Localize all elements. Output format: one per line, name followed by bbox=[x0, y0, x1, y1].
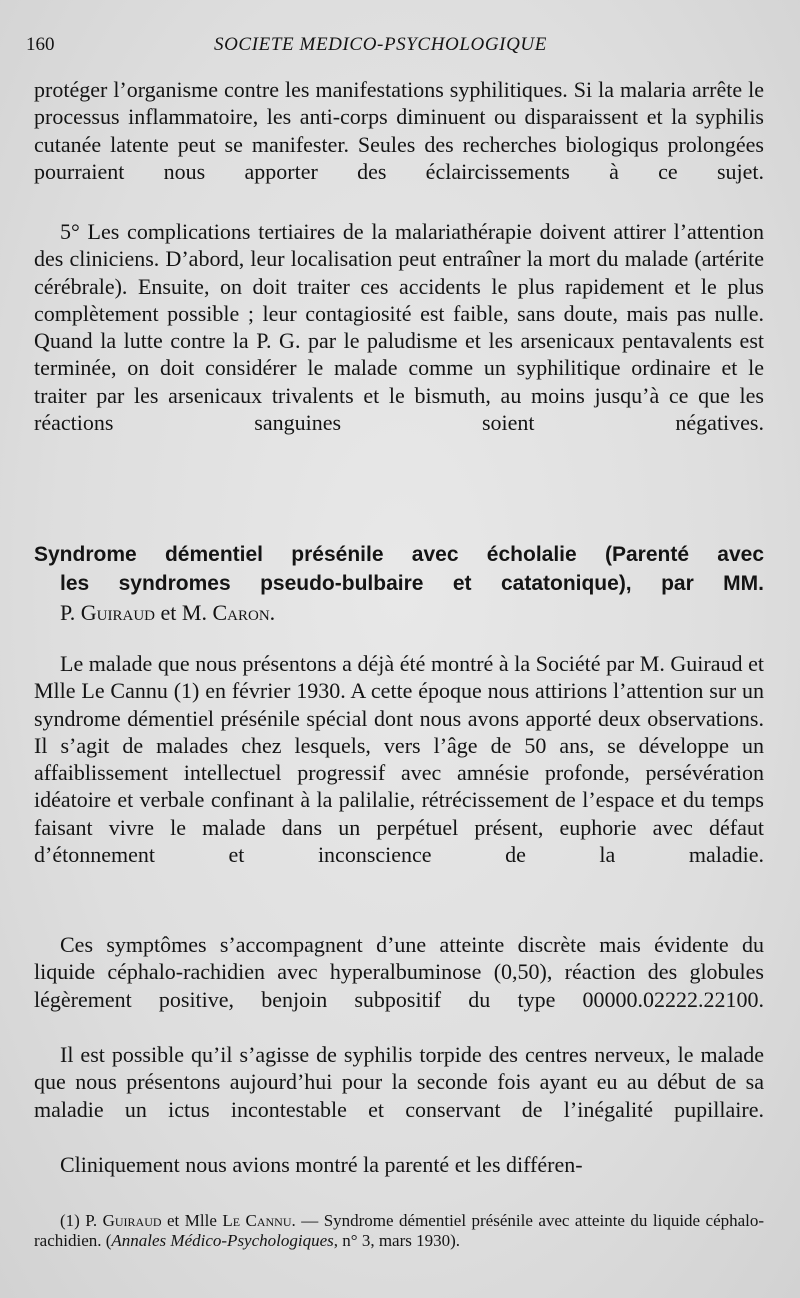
section1-paragraph-1: protéger l’organisme contre les manifestations syphilitiques. Si la malaria arrête le processus inflammatoire, les anti-corps diminuent ou disparaissent et la syphilis cutanée latente peut se manifester. Seules des recherches biologiqus prolongées pourraient nous apporter des éclaircissements à ce sujet. bbox=[34, 77, 764, 184]
author-1-name: Guiraud bbox=[80, 600, 156, 625]
footnote bbox=[34, 1211, 764, 1250]
authors-end: . bbox=[269, 600, 276, 625]
footnote-author-a: Guiraud bbox=[102, 1211, 162, 1230]
footnote-author-b: Le Cannu bbox=[222, 1211, 292, 1230]
article-authors bbox=[34, 598, 764, 628]
article-paragraph-3: Il est possible qu’il s’agisse de syphilis torpide des centres nerveux, le malade que nous présentons aujourd’hui pour la seconde fois ayant eu au début de sa maladie un ictus incontestable et conservant de l’inégalité pupillaire. bbox=[34, 1042, 764, 1122]
footnote-journal: Annales Médico-Psychologiques bbox=[111, 1230, 334, 1250]
journal-title: SOCIETE MEDICO-PSYCHOLOGIQUE bbox=[214, 34, 547, 55]
section1-paragraph-2: 5° Les complications tertiaires de la malariathérapie doivent attirer l’attention des cliniciens. D’abord, leur localisation peut entraîner la mort du malade (artérite cérébrale). Ensuite, on doit traiter ces accidents le plus rapidement et le plus complètement possible ; leur contagiosité est faible, sans doute, mais pas nulle. Quand la lutte contre la P. G. par le paludisme et les arsenicaux pentavalents est terminée, on doit considérer le malade comme un syphilitique ordinaire et le traiter par les arsenicaux trivalents et le bismuth, au moins jusqu’à ce que les réactions sanguines soient négatives. bbox=[34, 219, 764, 436]
footnote-join: et bbox=[167, 1211, 180, 1230]
article-title-line-2: les syndromes pseudo-bulbaire et catatonique), par MM. bbox=[60, 572, 764, 595]
article-paragraph-4: Cliniquement nous avions montré la parenté et les différen- bbox=[60, 1152, 583, 1177]
author-1-initial: P. bbox=[60, 600, 76, 625]
page-number: 160 bbox=[26, 34, 55, 55]
author-2-initial: M. bbox=[181, 600, 207, 625]
article-title bbox=[34, 540, 764, 628]
authors-join: et bbox=[160, 600, 177, 625]
article-paragraph-1: Le malade que nous présentons a déjà été montré à la Société par M. Guiraud et Mlle Le Cannu (1) en février 1930. A cette époque nous attirions l’attention sur un syndrome démentiel présénile spécial dont nous avons apporté deux observations. Il s’agit de malades chez lesquels, vers l’âge de 50 ans, se développe un affaiblissement intellectuel progressif avec amnésie profonde, persévération idéatoire et verbale confinant à la palilalie, rétrécissement de l’espace et du temps faisant vivre le malade dans un perpétuel présent, euphorie avec défaut d’étonnement et inconscience de la maladie. bbox=[34, 651, 764, 868]
footnote-citation: , n° 3, mars 1930). bbox=[333, 1230, 461, 1250]
running-header bbox=[26, 34, 774, 58]
footnote-marker: (1) bbox=[60, 1211, 80, 1230]
article-title-line-1: Syndrome démentiel présénile avec écholalie (Parenté avec bbox=[34, 543, 764, 566]
footnote-author-b-title: Mlle bbox=[184, 1211, 217, 1230]
author-2-name: Caron bbox=[212, 600, 270, 625]
footnote-author-a-initial: P. bbox=[85, 1211, 98, 1230]
article-paragraph-2: Ces symptômes s’accompagnent d’une atteinte discrète mais évidente du liquide céphalo-rachidien avec hyperalbuminose (0,50), réaction des globules légèrement positive, benjoin subpositif du type 00000.02222.22100. bbox=[34, 932, 764, 1012]
footnote-title-text: . — Syndrome démentiel présénile avec atteinte du liquide céphalo-rachidien. ( bbox=[34, 1211, 765, 1250]
